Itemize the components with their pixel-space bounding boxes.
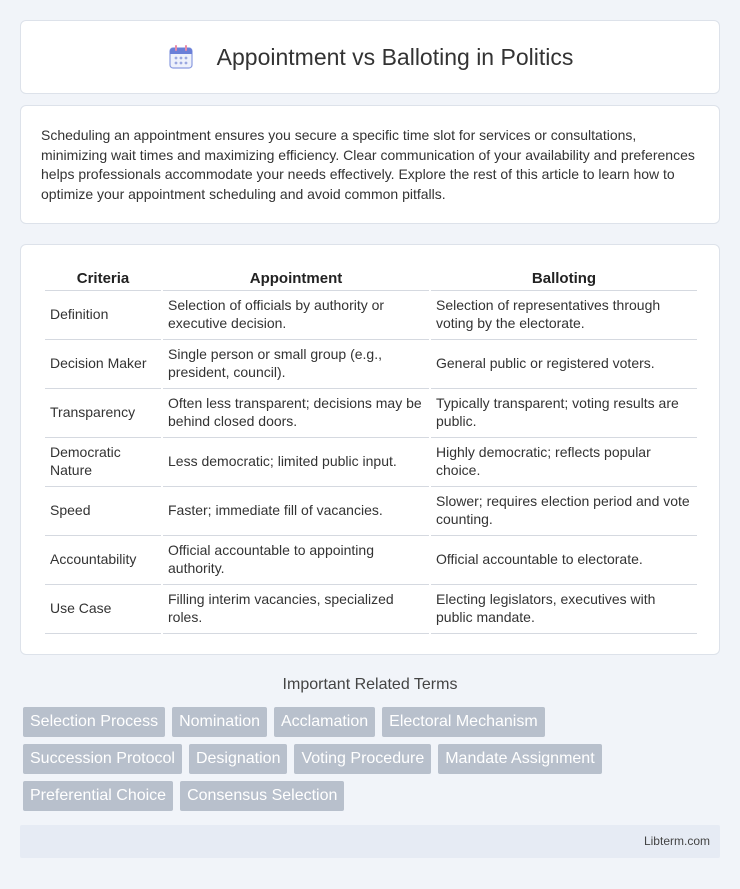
cell-appointment: Often less transparent; decisions may be behind closed doors.	[163, 389, 429, 438]
related-term-tag[interactable]: Selection Process	[23, 707, 165, 737]
cell-appointment: Faster; immediate fill of vacancies.	[163, 487, 429, 536]
related-term-tag[interactable]: Succession Protocol	[23, 744, 182, 774]
comparison-table-card	[20, 244, 720, 655]
cell-balloting: Slower; requires election period and vote counting.	[431, 487, 697, 536]
cell-balloting: Highly democratic; reflects popular choice.	[431, 438, 697, 487]
cell-criteria: Use Case	[45, 585, 161, 634]
related-term-tag[interactable]: Voting Procedure	[294, 744, 431, 774]
table-row	[45, 438, 697, 487]
page-title: Appointment vs Balloting in Politics	[216, 43, 574, 70]
cell-criteria: Speed	[45, 487, 161, 536]
cell-balloting: Official accountable to electorate.	[431, 536, 697, 585]
column-header-criteria: Criteria	[45, 267, 161, 291]
table-row	[45, 389, 697, 438]
header-card	[20, 20, 720, 94]
cell-balloting: Electing legislators, executives with public mandate.	[431, 585, 697, 634]
column-header-balloting: Balloting	[431, 267, 697, 291]
table-header-row	[45, 267, 697, 291]
comparison-table	[43, 267, 699, 634]
tag-row	[23, 744, 723, 774]
related-term-tag[interactable]: Acclamation	[274, 707, 375, 737]
cell-balloting: Selection of representatives through voting by the electorate.	[431, 291, 697, 340]
cell-criteria: Decision Maker	[45, 340, 161, 389]
related-term-tag[interactable]: Consensus Selection	[180, 781, 344, 811]
related-term-tag[interactable]: Preferential Choice	[23, 781, 173, 811]
cell-appointment: Single person or small group (e.g., president, council).	[163, 340, 429, 389]
table-row	[45, 536, 697, 585]
cell-criteria: Accountability	[45, 536, 161, 585]
table-row	[45, 585, 697, 634]
cell-criteria: Definition	[45, 291, 161, 340]
table-row	[45, 487, 697, 536]
cell-appointment: Official accountable to appointing authority.	[163, 536, 429, 585]
cell-balloting: Typically transparent; voting results are public.	[431, 389, 697, 438]
cell-criteria: Transparency	[45, 389, 161, 438]
cell-appointment: Less democratic; limited public input.	[163, 438, 429, 487]
calendar-icon	[167, 43, 195, 71]
related-term-tag[interactable]: Nomination	[172, 707, 267, 737]
related-term-tag[interactable]: Electoral Mechanism	[382, 707, 545, 737]
table-row	[45, 291, 697, 340]
related-term-tag[interactable]: Designation	[189, 744, 288, 774]
cell-balloting: General public or registered voters.	[431, 340, 697, 389]
related-term-tag[interactable]: Mandate Assignment	[438, 744, 601, 774]
cell-appointment: Selection of officials by authority or executive decision.	[163, 291, 429, 340]
footer	[20, 825, 720, 858]
intro-card	[20, 105, 720, 224]
tag-row	[23, 707, 723, 737]
related-terms-list	[23, 707, 723, 818]
footer-site-link[interactable]: Libterm.com	[643, 834, 710, 848]
tag-row	[23, 781, 723, 811]
cell-criteria: Democratic Nature	[45, 438, 161, 487]
column-header-appointment: Appointment	[163, 267, 429, 291]
table-row	[45, 340, 697, 389]
intro-paragraph: Scheduling an appointment ensures you secure a specific time slot for services or consultations, minimizing wait times and maximizing efficiency. Clear communication of your availability and preferences helps professionals accommodate your needs effectively. Explore the rest of this article to learn how to optimize your appointment scheduling and avoid common pitfalls.	[41, 127, 695, 202]
related-terms-title: Important Related Terms	[282, 676, 458, 693]
cell-appointment: Filling interim vacancies, specialized roles.	[163, 585, 429, 634]
